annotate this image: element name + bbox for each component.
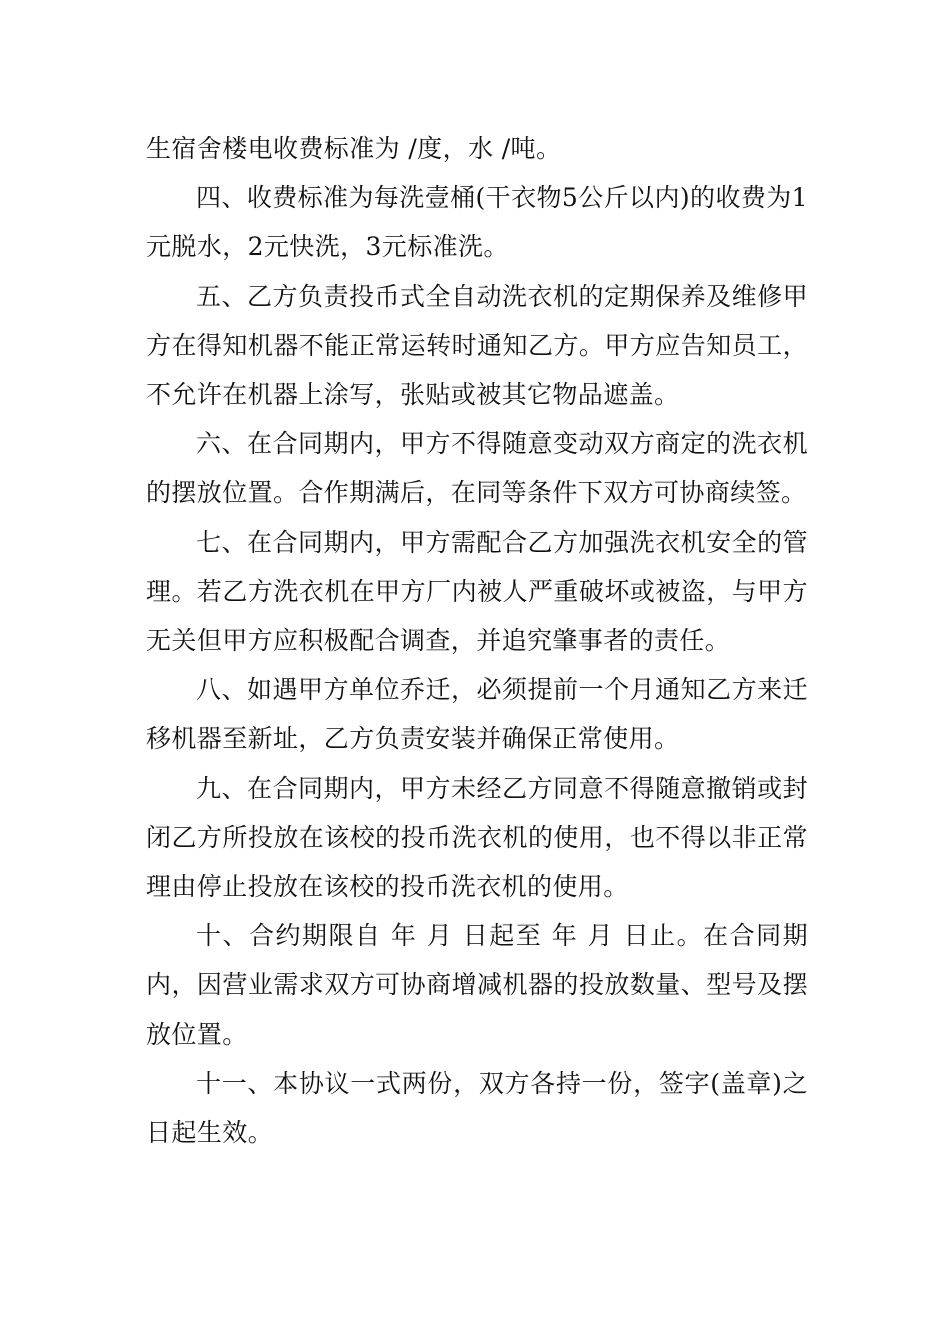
paragraph-clause-5: 五、乙方负责投币式全自动洗衣机的定期保养及维修甲方在得知机器不能正常运转时通知乙方。甲方应告知员工，不允许在机器上涂写，张贴或被其它物品遮盖。 [146, 281, 808, 410]
paragraph-clause-7: 七、在合同期内，甲方需配合乙方加强洗衣机安全的管理。若乙方洗衣机在甲方厂内被人严重破坏或被盗，与甲方无关但甲方应积极配合调查，并追究肇事者的责任。 [146, 527, 808, 656]
paragraph-clause-10: 十、合约期限自 年 月 日起至 年 月 日止。在合同期内，因营业需求双方可协商增减机器的投放数量、型号及摆放位置。 [146, 921, 808, 1049]
paragraph-clause-4: 四、收费标准为每洗壹桶(干衣物5公斤以内)的收费为1元脱水，2元快洗，3元标准洗。 [146, 183, 808, 262]
paragraph-clause-9: 九、在合同期内，甲方未经乙方同意不得随意撤销或封闭乙方所投放在该校的投币洗衣机的使用，也不得以非正常理由停止投放在该校的投币洗衣机的使用。 [146, 773, 808, 902]
paragraph-clause-11: 十一、本协议一式两份，双方各持一份，签字(盖章)之日起生效。 [146, 1068, 808, 1148]
document-body [146, 124, 808, 1157]
paragraph-clause-8: 八、如遇甲方单位乔迁，必须提前一个月通知乙方来迁移机器至新址，乙方负责安装并确保正常使用。 [146, 675, 808, 754]
paragraph-continuation: 生宿舍楼电收费标准为 /度，水 /吨。 [146, 134, 562, 163]
paragraph-clause-6: 六、在合同期内，甲方不得随意变动双方商定的洗衣机的摆放位置。合作期满后，在同等条件下双方可协商续签。 [146, 429, 808, 508]
